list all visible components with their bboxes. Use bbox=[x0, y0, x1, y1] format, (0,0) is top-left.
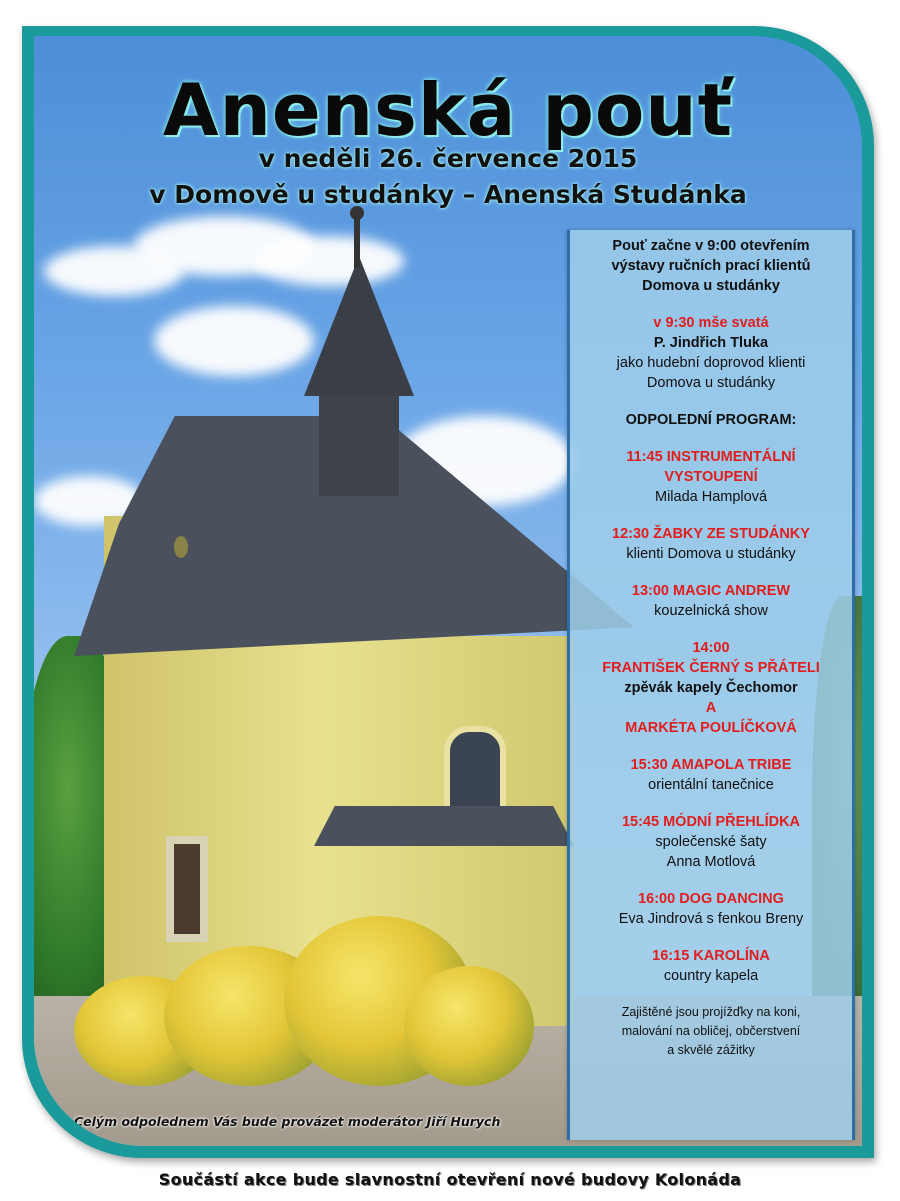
program-line: FRANTIŠEK ČERNÝ S PŘÁTELI bbox=[602, 660, 820, 676]
program-line: Milada Hamplová bbox=[654, 489, 768, 505]
program-panel bbox=[567, 230, 855, 1140]
round-window bbox=[174, 536, 188, 558]
poster-title: Anenská pouť bbox=[162, 68, 734, 152]
program-line: Domova u studánky bbox=[642, 278, 780, 294]
flowering-bushes bbox=[74, 906, 544, 1106]
apse-roof bbox=[314, 806, 574, 846]
program-line: 15:45 MÓDNÍ PŘEHLÍDKA bbox=[621, 814, 801, 830]
program-block bbox=[570, 410, 852, 430]
program-block bbox=[570, 946, 852, 986]
footer-note: Součástí akce bude slavnostní otevření nové budovy Kolonáda bbox=[158, 1170, 742, 1189]
program-line: orientální tanečnice bbox=[648, 777, 774, 793]
program-block bbox=[570, 581, 852, 621]
cloud bbox=[154, 306, 314, 376]
event-location: v Domově u studánky – Anenská Studánka bbox=[149, 180, 747, 209]
program-line: 16:15 KAROLÍNA bbox=[652, 948, 770, 964]
arched-window bbox=[444, 726, 506, 818]
program-line: A bbox=[705, 700, 717, 716]
program-line: 14:00 bbox=[692, 640, 730, 656]
program-block bbox=[570, 236, 852, 296]
program-line: MARKÉTA POULÍČKOVÁ bbox=[625, 720, 797, 736]
program-line: kouzelnická show bbox=[654, 603, 768, 619]
program-line: v 9:30 mše svatá bbox=[653, 315, 769, 331]
program-block bbox=[570, 889, 852, 929]
program-line: 16:00 DOG DANCING bbox=[638, 891, 784, 907]
program-block bbox=[570, 755, 852, 795]
program-line: country kapela bbox=[663, 968, 759, 984]
program-block bbox=[570, 812, 852, 872]
program-line: Anna Motlová bbox=[666, 854, 756, 870]
program-line: 11:45 INSTRUMENTÁLNÍ bbox=[626, 449, 796, 465]
program-line: zpěvák kapely Čechomor bbox=[624, 680, 798, 696]
cloud bbox=[254, 236, 404, 286]
program-line: výstavy ručních prací klientů bbox=[611, 258, 811, 274]
program-line: VYSTOUPENÍ bbox=[664, 469, 758, 485]
program-line: klienti Domova u studánky bbox=[626, 546, 796, 562]
program-line: 12:30 ŽABKY ZE STUDÁNKY bbox=[612, 526, 810, 542]
program-line: 15:30 AMAPOLA TRIBE bbox=[630, 757, 792, 773]
program-block bbox=[570, 524, 852, 564]
program-block bbox=[570, 638, 852, 738]
program-line: a skvělé zážitky bbox=[667, 1043, 755, 1057]
program-line: Zajištěné jsou projížďky na koni, bbox=[621, 1005, 801, 1019]
program-block bbox=[570, 447, 852, 507]
program-block bbox=[570, 313, 852, 393]
program-line: společenské šaty bbox=[655, 834, 767, 850]
program-block bbox=[570, 1003, 852, 1060]
program-line: P. Jindřich Tluka bbox=[653, 335, 769, 351]
poster bbox=[34, 36, 862, 1146]
program-line: Pouť začne v 9:00 otevřením bbox=[612, 238, 810, 254]
program-line: jako hudební doprovod klienti bbox=[616, 355, 806, 371]
program-line: ODPOLEDNÍ PROGRAM: bbox=[625, 412, 797, 428]
program-line: malování na obličej, občerstvení bbox=[621, 1024, 801, 1038]
program-line: Eva Jindrová s fenkou Breny bbox=[618, 911, 804, 927]
program-line: Domova u studánky bbox=[646, 375, 776, 391]
moderator-note: Celým odpolednem Vás bude provázet moderátor Jiří Hurych bbox=[74, 1114, 501, 1129]
program-line: 13:00 MAGIC ANDREW bbox=[631, 583, 791, 599]
bush bbox=[404, 966, 534, 1086]
event-date: v neděli 26. července 2015 bbox=[258, 144, 638, 173]
